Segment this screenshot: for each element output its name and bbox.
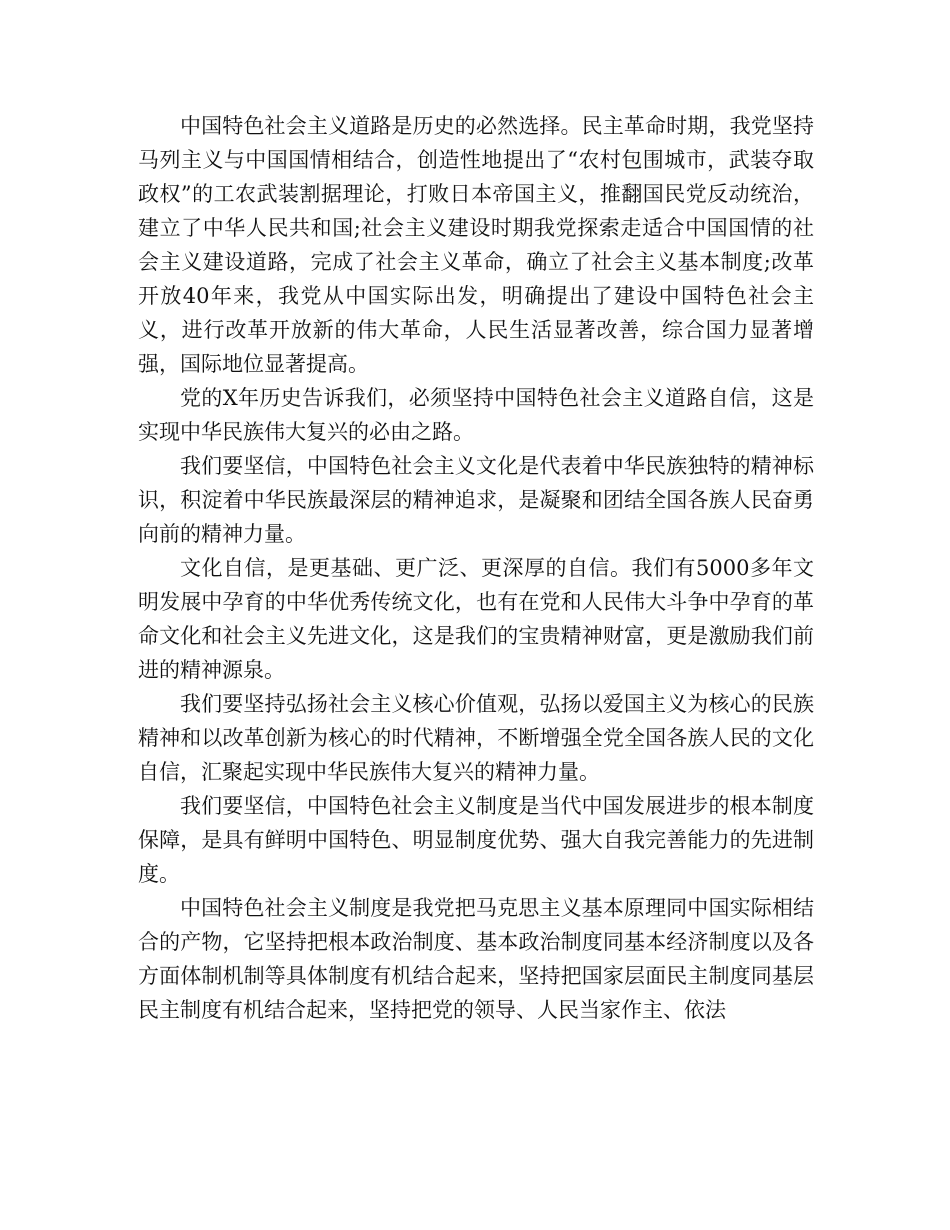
paragraph-5: 我们要坚持弘扬社会主义核心价值观，弘扬以爱国主义为核心的民族精神和以改革创新为核心的时代精神，不断增强全党全国各族人民的文化自信，汇聚起实现中华民族伟大复兴的精神力量。 <box>138 692 814 784</box>
paragraph-7: 中国特色社会主义制度是我党把马克思主义基本原理同中国实际相结合的产物，它坚持把根本政治制度、基本政治制度同基本经济制度以及各方面体制机制等具体制度有机结合起来，坚持把国家层面民主制度同基层民主制度有机结合起来，坚持把党的领导、人民当家作主、依法 <box>138 896 814 1022</box>
paragraph-6: 我们要坚信，中国特色社会主义制度是当代中国发展进步的根本制度保障，是具有鲜明中国特色、明显制度优势、强大自我完善能力的先进制度。 <box>138 794 814 886</box>
paragraph-4: 文化自信，是更基础、更广泛、更深厚的自信。我们有5000多年文明发展中孕育的中华优秀传统文化，也有在党和人民伟大斗争中孕育的革命文化和社会主义先进文化，这是我们的宝贵精神财富，更是激励我们前进的精神源泉。 <box>138 556 814 682</box>
paragraph-1: 中国特色社会主义道路是历史的必然选择。民主革命时期，我党坚持马列主义与中国国情相结合，创造性地提出了“农村包围城市，武装夺取政权”的工农武装割据理论，打败日本帝国主义，推翻国民党反动统治，建立了中华人民共和国;社会主义建设时期我党探索走适合中国国情的社会主义建设道路，完成了社会主义革命，确立了社会主义基本制度;改革开放40年来，我党从中国实际出发，明确提出了建设中国特色社会主义，进行改革开放新的伟大革命，人民生活显著改善，综合国力显著增强，国际地位显著提高。 <box>138 114 814 376</box>
document-body <box>138 109 814 1027</box>
paragraph-3: 我们要坚信，中国特色社会主义文化是代表着中华民族独特的精神标识，积淀着中华民族最深层的精神追求，是凝聚和团结全国各族人民奋勇向前的精神力量。 <box>138 454 814 546</box>
paragraph-2: 党的X年历史告诉我们，必须坚持中国特色社会主义道路自信，这是实现中华民族伟大复兴的必由之路。 <box>138 386 814 444</box>
